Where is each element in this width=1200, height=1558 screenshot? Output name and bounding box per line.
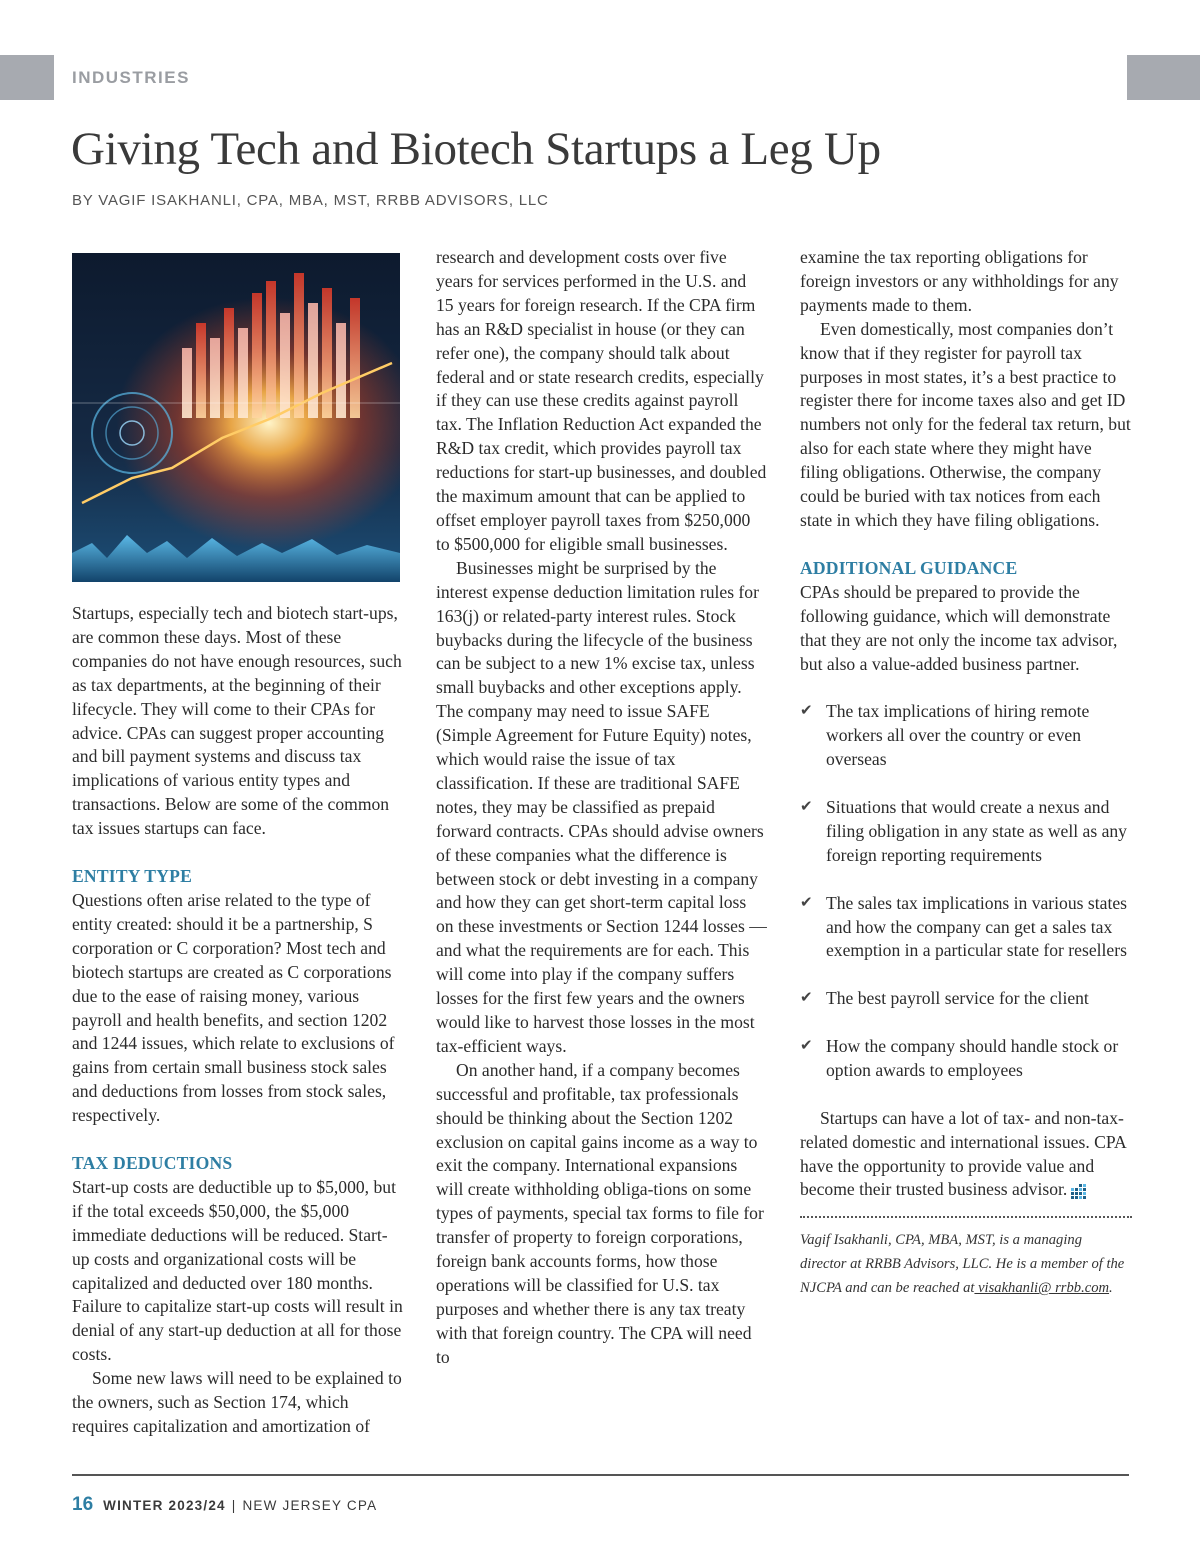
checkmark-icon: ✔ [800,894,813,911]
checkmark-icon: ✔ [800,799,813,816]
checklist-item: ✔ The sales tax implications in various states and how the company can get a sales tax exemption in a particular state for resellers [800,892,1132,964]
column-1 [72,246,404,1439]
checklist-item: ✔ The best payroll service for the client [800,987,1132,1011]
guidance-paragraph: CPAs should be prepared to provide the following guidance, which will demonstrate that they are not only the income tax advisor, but also a value-added business partner. [800,581,1118,674]
domestic-registration-paragraph: Even domestically, most companies don’t know that if they register for payroll tax purposes in most states, it’s a best practice to register there for income taxes also and get ID numbers not only for the federal tax return, but also for each state where they might have filing obligations. Otherwise, the company could be buried with tax notices from each state in which they have filing obligations. [800,318,1131,530]
interest-expense-paragraph: Businesses might be surprised by the interest expense deduction limitation rules for 163(j) or related-party interest rules. Stock buybacks during the lifecycle of the business can be subject to a new 1% excise tax, unless small buybacks and other exceptions apply. The company may need to issue SAFE (Simple Agreement for Future Equity) notes, which would raise the issue of tax classification. If these are traditional SAFE notes, they may be classified as prepaid forward contracts. CPAs should advise owners of these companies what the difference is between stock or debt investing in a company and how they can get short-term capital loss on these investments or Section 1244 losses — and what the requirements are for each. This will come into play if the company suffers losses for the first few years and the owners would like to harvest those losses in the most tax-efficient ways. [436,557,767,1056]
byline: BY VAGIF ISAKHANLI, CPA, MBA, MST, RRBB ADVISORS, LLC [72,192,549,209]
footer-separator: | [231,1498,237,1513]
publication-name: NEW JERSEY CPA [242,1498,378,1513]
article-title: Giving Tech and Biotech Startups a Leg Up [71,123,881,175]
column-2 [436,246,768,1370]
heading-entity-type: ENTITY TYPE [72,866,193,887]
header-tab-right [1127,55,1200,100]
page-number: 16 [72,1494,94,1515]
checkmark-icon: ✔ [800,703,813,720]
section-1202-paragraph: On another hand, if a company becomes successful and profitable, tax professionals should be thinking about the Section 1202 exclusion on capital gains income as a way to exit the company. International expansions will create withholding obliga-tions on some types of payments, special tax forms to file for transfer of property to foreign corporations, foreign bank accounts forms, how those operations will be classified for U.S. tax purposes and whether there is any tax treaty with that foreign country. The CPA will need to [436,1059,764,1367]
checklist-item: ✔ Situations that would create a nexus and filing obligation in any state as well as any foreign reporting requirements [800,796,1132,868]
author-bio-end: . [1109,1280,1113,1297]
checklist-item: ✔ How the company should handle stock or option awards to employees [800,1035,1132,1083]
author-email-link[interactable]: visakhanli@ rrbb.com [974,1280,1110,1297]
author-bio-text: Vagif Isakhanli, CPA, MBA, MST, is a managing director at RRBB Advisors, LLC. He is a member of the NJCPA and can be reached at [800,1232,1125,1297]
foreign-investors-paragraph: examine the tax reporting obligations for foreign investors or any withholdings for any payments made to them. [800,247,1119,315]
rd-costs-paragraph: research and development costs over five years for services performed in the U.S. and 15 years for foreign research. If the CPA firm has an R&D specialist in house (or they can refer one), the company should talk about federal and or state research credits, especially if they can use these credits against payroll tax. The Inflation Reduction Act expanded the R&D tax credit, which provides payroll tax reductions for start-up businesses, and doubled the maximum amount that can be applied to offset employer payroll taxes from $250,000 to $500,000 for eligible small businesses. [436,247,767,554]
column-3 [800,246,1132,1300]
footer-rule [72,1474,1129,1476]
entity-type-paragraph: Questions often arise related to the type of entity created: should it be a partnership, S corporation or C corporation? Most tech and biotech startups are created as C corporations due to the ease of raising money, various payroll and health benefits, and section 1202 and 1244 issues, which relate to exclusions of gains from certain small business stock sales and deductions from losses from stock sales, respectively. [72,889,395,1126]
section-label: INDUSTRIES [72,68,190,87]
tax-deductions-paragraph: Start-up costs are deductible up to $5,000, but if the total exceeds $50,000, the $5,000 immediate deductions will be reduced. Start-up costs and organizational costs will be capitalized and deducted over 180 months. Failure to capitalize start-up costs will result in denial of any start-up deduction at all for those costs. [72,1176,403,1365]
closing-paragraph [800,1107,1132,1203]
bio-divider [800,1216,1132,1218]
issue-label: WINTER 2023/24 [103,1498,226,1513]
end-mark-icon [1071,1183,1087,1199]
checkmark-icon: ✔ [800,1038,813,1055]
closing-text: Startups can have a lot of tax- and non-tax-related domestic and international issues. CPA have the opportunity to provide value and become their trusted business advisor. [800,1107,1126,1200]
checkmark-icon: ✔ [800,990,813,1007]
page-footer [72,1494,377,1516]
hero-image [72,253,400,582]
header-tab-left [0,55,54,100]
guidance-checklist [800,700,1132,1082]
new-laws-paragraph: Some new laws will need to be explained to the owners, such as Section 174, which requires capitalization and amortization of [72,1368,402,1436]
heading-additional-guidance: ADDITIONAL GUIDANCE [800,557,1018,578]
author-bio [800,1228,1132,1300]
heading-tax-deductions: TAX DEDUCTIONS [72,1153,233,1174]
checklist-item: ✔ The tax implications of hiring remote workers all over the country or even overseas [800,700,1132,772]
intro-paragraph: Startups, especially tech and biotech start-ups, are common these days. Most of these companies do not have enough resources, such as tax departments, at the beginning of their lifecycle. They will come to their CPAs for advice. CPAs can suggest proper accounting and bill payment systems and discuss tax implications of various entity types and transactions. Below are some of the common tax issues startups can face. [72,603,402,839]
